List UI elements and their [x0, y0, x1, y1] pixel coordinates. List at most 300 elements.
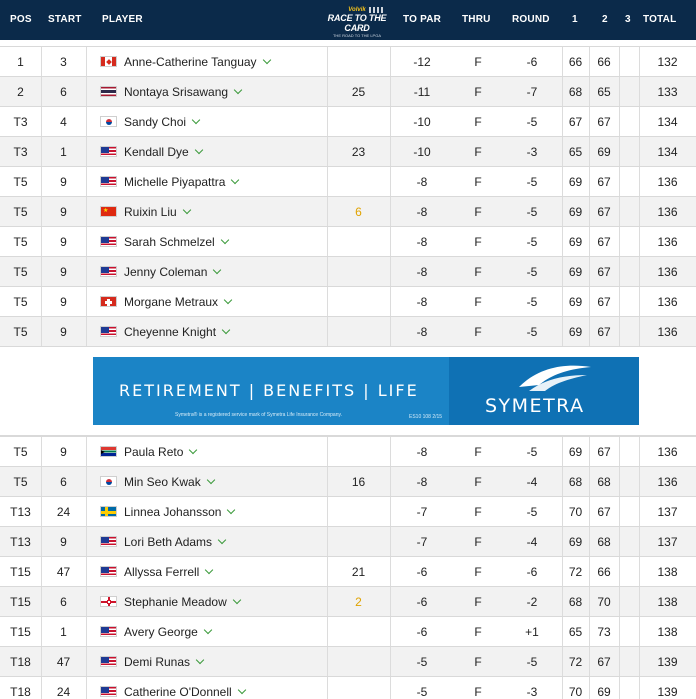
total-cell: 136 — [657, 205, 678, 219]
leaderboard-row[interactable] — [0, 496, 696, 526]
banner-brand-panel — [449, 357, 639, 425]
leaderboard-row[interactable] — [0, 616, 696, 646]
round1-cell: 69 — [568, 295, 583, 309]
round-cell: -4 — [526, 535, 538, 549]
thru-cell: F — [474, 445, 482, 459]
round1-cell: 65 — [568, 625, 583, 639]
round1-cell: 68 — [568, 85, 583, 99]
position-cell: T15 — [10, 595, 31, 609]
col-header-pos[interactable]: POS — [10, 14, 32, 25]
usa-flag-icon — [100, 176, 117, 187]
player-cell[interactable] — [100, 557, 212, 587]
thru-cell: F — [474, 655, 482, 669]
player-cell[interactable] — [100, 197, 190, 227]
round1-cell: 72 — [568, 655, 583, 669]
total-cell: 136 — [657, 175, 678, 189]
leaderboard-row[interactable] — [0, 136, 696, 166]
to-par-cell: -5 — [416, 655, 428, 669]
chevron-down-icon[interactable] — [222, 326, 230, 334]
column-divider — [86, 557, 87, 586]
race-points-cell — [327, 257, 390, 287]
race-points-cell — [327, 497, 390, 527]
round2-cell: 66 — [597, 55, 611, 69]
round2-cell: 73 — [597, 625, 611, 639]
player-name[interactable]: Min Seo Kwak — [124, 475, 201, 489]
round3-cell — [619, 467, 639, 497]
race-points-cell — [327, 647, 390, 677]
total-cell: 138 — [657, 565, 678, 579]
round1-cell: 65 — [568, 145, 583, 159]
position-cell: T18 — [10, 685, 31, 699]
position-cell: T18 — [10, 655, 31, 669]
start-cell: 6 — [60, 85, 67, 99]
race-points-cell — [327, 317, 390, 347]
column-divider — [86, 197, 87, 226]
leaderboard-row[interactable] — [0, 316, 696, 346]
column-divider — [86, 257, 87, 286]
chevron-down-icon[interactable] — [213, 266, 221, 274]
position-cell: T13 — [10, 535, 31, 549]
sweden-flag-icon — [100, 506, 117, 517]
start-cell: 4 — [60, 115, 67, 129]
round-cell: -5 — [526, 655, 538, 669]
player-name[interactable]: Lori Beth Adams — [124, 535, 213, 549]
thru-cell: F — [474, 475, 482, 489]
chevron-down-icon[interactable] — [233, 596, 241, 604]
chevron-down-icon[interactable] — [205, 566, 213, 574]
banner-fine-print: Symetra® is a registered service mark of Symetra Life Insurance Company. — [175, 412, 342, 418]
round3-cell — [619, 527, 639, 557]
round1-cell: 68 — [568, 595, 583, 609]
player-cell[interactable] — [100, 587, 240, 617]
usa-flag-icon — [100, 536, 117, 547]
round2-cell: 67 — [597, 445, 611, 459]
to-par-cell: -6 — [416, 565, 428, 579]
round2-cell: 67 — [597, 235, 611, 249]
start-cell: 1 — [60, 625, 67, 639]
race-points-cell — [327, 677, 390, 699]
race-points-cell: 21 — [351, 565, 366, 579]
total-cell: 139 — [657, 685, 678, 699]
col-header-start[interactable]: START — [48, 14, 82, 25]
thru-cell: F — [474, 535, 482, 549]
player-name[interactable]: Demi Runas — [124, 655, 191, 669]
position-cell: T5 — [13, 295, 28, 309]
player-name[interactable]: Sarah Schmelzel — [124, 235, 215, 249]
round-cell: -5 — [526, 115, 538, 129]
leaderboard-row[interactable] — [0, 436, 696, 466]
column-divider — [86, 287, 87, 316]
player-cell[interactable] — [100, 527, 225, 557]
usa-flag-icon — [100, 566, 117, 577]
round-cell: -5 — [526, 445, 538, 459]
round3-cell — [619, 437, 639, 467]
race-points-cell — [327, 47, 390, 77]
round1-cell: 69 — [568, 235, 583, 249]
leaderboard-row[interactable] — [0, 646, 696, 676]
round2-cell: 69 — [597, 145, 611, 159]
player-cell[interactable] — [100, 287, 231, 317]
player-name[interactable]: Cheyenne Knight — [124, 325, 217, 339]
col-header-r2[interactable]: 2 — [602, 14, 608, 25]
column-divider — [86, 167, 87, 196]
chevron-down-icon[interactable] — [206, 476, 214, 484]
banner-tagline: RETIREMENT | BENEFITS | LIFE — [119, 381, 419, 400]
round-cell: -5 — [526, 205, 538, 219]
chevron-down-icon[interactable] — [231, 176, 239, 184]
thru-cell: F — [474, 295, 482, 309]
position-cell: T13 — [10, 505, 31, 519]
leaderboard-header — [0, 0, 696, 40]
round3-cell — [619, 587, 639, 617]
leaderboard-row[interactable] — [0, 46, 696, 76]
china-flag-icon: ★ — [100, 206, 117, 217]
round2-cell: 67 — [597, 655, 611, 669]
player-name[interactable]: Stephanie Meadow — [124, 595, 227, 609]
player-cell[interactable] — [100, 437, 196, 467]
to-par-cell: -6 — [416, 595, 428, 609]
position-cell: T5 — [13, 205, 28, 219]
player-name[interactable]: Nontaya Srisawang — [124, 85, 229, 99]
round2-cell: 67 — [597, 205, 611, 219]
thru-cell: F — [474, 205, 482, 219]
total-cell: 138 — [657, 595, 678, 609]
start-cell: 24 — [56, 685, 71, 699]
round1-cell: 70 — [568, 505, 583, 519]
round1-cell: 69 — [568, 175, 583, 189]
race-points-cell — [327, 167, 390, 197]
round3-cell — [619, 77, 639, 107]
race-points-cell — [327, 287, 390, 317]
thru-cell: F — [474, 85, 482, 99]
chevron-down-icon[interactable] — [192, 116, 200, 124]
player-cell[interactable] — [100, 47, 270, 77]
total-cell: 136 — [657, 475, 678, 489]
player-cell[interactable] — [100, 167, 238, 197]
round2-cell: 65 — [597, 85, 611, 99]
start-cell: 24 — [56, 505, 71, 519]
round-cell: -6 — [526, 55, 538, 69]
round3-cell — [619, 137, 639, 167]
round3-cell — [619, 47, 639, 77]
round2-cell: 68 — [597, 535, 611, 549]
chevron-down-icon[interactable] — [182, 206, 190, 214]
player-name[interactable]: Linnea Johansson — [124, 505, 222, 519]
start-cell: 9 — [60, 535, 67, 549]
start-cell: 3 — [60, 55, 67, 69]
to-par-cell: -11 — [413, 85, 431, 99]
southafrica-flag-icon — [100, 446, 117, 457]
thru-cell: F — [474, 115, 482, 129]
start-cell: 9 — [60, 325, 67, 339]
chevron-down-icon[interactable] — [196, 656, 204, 664]
position-cell: T5 — [13, 445, 28, 459]
thru-cell: F — [474, 55, 482, 69]
round1-cell: 69 — [568, 325, 583, 339]
northernireland-flag-icon — [100, 596, 117, 607]
to-par-cell: -8 — [416, 175, 428, 189]
column-divider — [86, 497, 87, 526]
total-cell: 136 — [657, 265, 678, 279]
usa-flag-icon — [100, 686, 117, 697]
swiss-flag-icon — [100, 296, 117, 307]
total-cell: 133 — [657, 85, 678, 99]
start-cell: 47 — [56, 565, 71, 579]
col-header-r1[interactable]: 1 — [572, 14, 578, 25]
column-divider — [86, 107, 87, 136]
total-cell: 139 — [657, 655, 678, 669]
banner-code: ES10 108 2/15 — [409, 414, 443, 420]
chevron-down-icon[interactable] — [237, 686, 245, 694]
round1-cell: 67 — [568, 115, 583, 129]
total-cell: 132 — [657, 55, 678, 69]
thru-cell: F — [474, 505, 482, 519]
round-cell: -2 — [526, 595, 538, 609]
round3-cell — [619, 257, 639, 287]
player-cell[interactable] — [100, 677, 245, 699]
chevron-down-icon[interactable] — [224, 296, 232, 304]
column-divider — [86, 227, 87, 256]
korea-flag-icon — [100, 116, 117, 127]
round1-cell: 68 — [568, 475, 583, 489]
col-header-total[interactable]: TOTAL — [643, 14, 677, 25]
to-par-cell: -8 — [416, 265, 428, 279]
chevron-down-icon[interactable] — [204, 626, 212, 634]
start-cell: 1 — [60, 145, 67, 159]
player-name[interactable]: Jenny Coleman — [124, 265, 208, 279]
round-cell: -5 — [526, 505, 538, 519]
leaderboard-row[interactable] — [0, 196, 696, 226]
round-cell: +1 — [525, 625, 539, 639]
round3-cell — [619, 677, 639, 699]
leaderboard-row[interactable] — [0, 226, 696, 256]
round-cell: -5 — [526, 175, 538, 189]
total-cell: 136 — [657, 325, 678, 339]
to-par-cell: -8 — [416, 445, 428, 459]
col-header-thru[interactable]: THRU — [462, 14, 491, 25]
start-cell: 9 — [60, 235, 67, 249]
thru-cell: F — [474, 175, 482, 189]
round3-cell — [619, 557, 639, 587]
checkered-flag-icon — [369, 7, 383, 13]
leaderboard-row[interactable] — [0, 106, 696, 136]
race-points-cell — [327, 437, 390, 467]
round3-cell — [619, 647, 639, 677]
chevron-down-icon[interactable] — [189, 446, 197, 454]
player-cell[interactable] — [100, 77, 241, 107]
total-cell: 137 — [657, 535, 678, 549]
total-cell: 137 — [657, 505, 678, 519]
chevron-down-icon[interactable] — [220, 236, 228, 244]
round-cell: -7 — [526, 85, 538, 99]
column-divider — [86, 437, 87, 466]
total-cell: 136 — [657, 235, 678, 249]
race-points-cell — [327, 527, 390, 557]
to-par-cell: -12 — [413, 55, 431, 69]
leaderboard-row[interactable] — [0, 76, 696, 106]
leaderboard-row[interactable] — [0, 676, 696, 699]
to-par-cell: -6 — [416, 625, 428, 639]
chevron-down-icon[interactable] — [218, 536, 226, 544]
total-cell: 134 — [657, 145, 678, 159]
position-cell: T5 — [13, 175, 28, 189]
column-divider — [86, 77, 87, 106]
column-divider — [86, 467, 87, 496]
player-cell[interactable] — [100, 497, 234, 527]
player-cell[interactable] — [100, 227, 228, 257]
round-cell: -6 — [526, 565, 538, 579]
round2-cell: 67 — [597, 295, 611, 309]
leaderboard-row[interactable] — [0, 556, 696, 586]
usa-flag-icon — [100, 266, 117, 277]
leaderboard-row[interactable] — [0, 286, 696, 316]
player-cell[interactable] — [100, 617, 211, 647]
symetra-ad-banner[interactable] — [93, 357, 639, 425]
race-points-cell: 25 — [351, 85, 366, 99]
player-name[interactable]: Anne-Catherine Tanguay — [124, 55, 257, 69]
round2-cell: 69 — [597, 685, 611, 699]
column-divider — [86, 677, 87, 699]
to-par-cell: -7 — [416, 505, 428, 519]
thru-cell: F — [474, 685, 482, 699]
start-cell: 9 — [60, 265, 67, 279]
player-cell[interactable] — [100, 137, 202, 167]
start-cell: 9 — [60, 445, 67, 459]
position-cell: T15 — [10, 625, 31, 639]
race-points-cell: 2 — [355, 595, 362, 609]
round2-cell: 67 — [597, 325, 611, 339]
usa-flag-icon — [100, 626, 117, 637]
race-points-cell: 16 — [351, 475, 366, 489]
round3-cell — [619, 107, 639, 137]
thru-cell: F — [474, 565, 482, 579]
race-points-cell: 6 — [355, 205, 362, 219]
player-name[interactable]: Paula Reto — [124, 445, 184, 459]
round1-cell: 69 — [568, 445, 583, 459]
chevron-down-icon[interactable] — [262, 56, 270, 64]
total-cell: 134 — [657, 115, 678, 129]
round3-cell — [619, 497, 639, 527]
chevron-down-icon[interactable] — [227, 506, 235, 514]
position-cell: T5 — [13, 475, 28, 489]
round3-cell — [619, 617, 639, 647]
player-name[interactable]: Catherine O'Donnell — [124, 685, 232, 699]
player-name[interactable]: Avery George — [124, 625, 198, 639]
position-cell: T5 — [13, 235, 28, 249]
player-name[interactable]: Morgane Metraux — [124, 295, 219, 309]
round2-cell: 67 — [597, 115, 611, 129]
thru-cell: F — [474, 325, 482, 339]
player-cell[interactable] — [100, 107, 199, 137]
column-divider — [86, 47, 87, 76]
thru-cell: F — [474, 265, 482, 279]
to-par-cell: -7 — [416, 535, 428, 549]
column-divider — [86, 137, 87, 166]
player-name[interactable]: Sandy Choi — [124, 115, 187, 129]
thru-cell: F — [474, 235, 482, 249]
col-header-player[interactable]: PLAYER — [102, 14, 143, 25]
round3-cell — [619, 197, 639, 227]
start-cell: 9 — [60, 205, 67, 219]
start-cell: 47 — [56, 655, 71, 669]
player-name[interactable]: Ruixin Liu — [124, 205, 177, 219]
race-points-cell — [327, 107, 390, 137]
to-par-cell: -5 — [416, 685, 428, 699]
position-cell: 2 — [17, 85, 24, 99]
leaderboard-row[interactable] — [0, 586, 696, 616]
leaderboard-row[interactable] — [0, 526, 696, 556]
symetra-swoosh-icon — [515, 361, 595, 393]
player-cell[interactable] — [100, 647, 203, 677]
round-cell: -5 — [526, 295, 538, 309]
chevron-down-icon[interactable] — [194, 146, 202, 154]
round2-cell: 66 — [597, 565, 611, 579]
column-divider — [86, 527, 87, 556]
position-cell: T3 — [13, 115, 28, 129]
round1-cell: 66 — [568, 55, 583, 69]
to-par-cell: -8 — [416, 295, 428, 309]
round3-cell — [619, 317, 639, 347]
round2-cell: 67 — [597, 265, 611, 279]
total-cell: 138 — [657, 625, 678, 639]
usa-flag-icon — [100, 146, 117, 157]
round2-cell: 68 — [597, 475, 611, 489]
usa-flag-icon — [100, 326, 117, 337]
sponsor-banner-area — [0, 346, 696, 436]
player-cell[interactable] — [100, 467, 214, 497]
round-cell: -3 — [526, 685, 538, 699]
usa-flag-icon — [100, 236, 117, 247]
position-cell: T5 — [13, 325, 28, 339]
total-cell: 136 — [657, 295, 678, 309]
player-cell[interactable] — [100, 257, 220, 287]
player-name[interactable]: Michelle Piyapattra — [124, 175, 226, 189]
player-cell[interactable] — [100, 317, 229, 347]
leaderboard-row[interactable] — [0, 166, 696, 196]
col-header-r3[interactable]: 3 — [625, 14, 631, 25]
position-cell: T5 — [13, 265, 28, 279]
round-cell: -5 — [526, 325, 538, 339]
thru-cell: F — [474, 625, 482, 639]
player-name[interactable]: Allyssa Ferrell — [124, 565, 200, 579]
round1-cell: 69 — [568, 535, 583, 549]
round2-cell: 67 — [597, 175, 611, 189]
player-name[interactable]: Kendall Dye — [124, 145, 189, 159]
total-cell: 136 — [657, 445, 678, 459]
col-header-round[interactable]: ROUND — [512, 14, 550, 25]
position-cell: T3 — [13, 145, 28, 159]
to-par-cell: -8 — [416, 205, 428, 219]
round1-cell: 69 — [568, 265, 583, 279]
position-cell: T15 — [10, 565, 31, 579]
round2-cell: 70 — [597, 595, 611, 609]
leaderboard-row[interactable] — [0, 466, 696, 496]
column-divider — [86, 587, 87, 616]
round3-cell — [619, 227, 639, 257]
banner-brand-name: SYMETRA — [485, 395, 585, 417]
chevron-down-icon[interactable] — [234, 86, 242, 94]
race-to-the-card-logo[interactable]: Volvik RACE TO THE CARD THE ROAD TO THE LPGA — [327, 7, 387, 38]
leaderboard-row[interactable] — [0, 256, 696, 286]
thru-cell: F — [474, 595, 482, 609]
start-cell: 9 — [60, 175, 67, 189]
col-header-to-par[interactable]: TO PAR — [403, 14, 442, 25]
start-cell: 9 — [60, 295, 67, 309]
round-cell: -4 — [526, 475, 538, 489]
race-points-cell — [327, 617, 390, 647]
round-cell: -5 — [526, 235, 538, 249]
race-points-cell: 23 — [351, 145, 366, 159]
